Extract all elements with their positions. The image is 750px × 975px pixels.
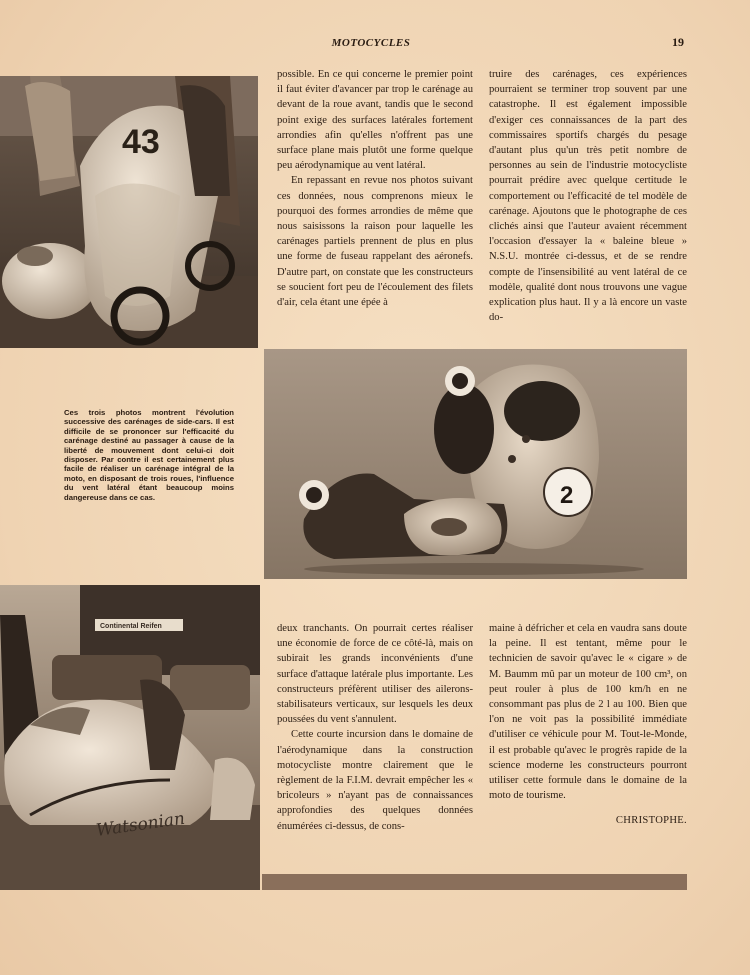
paragraph: Cette courte incursion dans le domaine de l'aérodynamique dans la construction motocycliste montre clairement que le règlement de la F.I.M. devrait empêcher les « bricoleurs » n'ayant pas de connaissances approfondies des quelques données énumérées ci-dessus, de cons-	[277, 729, 473, 832]
article-column-3	[277, 621, 473, 834]
paragraph: deux tranchants. On pourrait certes réaliser une économie de force de ce côté-là, mais on subirait les grands inconvénients d'une surface d'attaque latérale plus importante. Les constructeurs préfèrent utiliser des ailerons-stabilisateurs verticaux, sur lesquels les deux poussées du vent s'annulent.	[277, 623, 473, 726]
paragraph: maine à défricher et cela en vaudra sans doute la peine. Il est tentant, même pour le technicien de savoir qu'avec le « cigare » de M. Baumm mû par un moteur de 100 cm³, on peut rouler à plus de 100 km/h en ne consommant pas plus de 2 l au 100. Bien que l'on ne voit pas la possibilité immédiate d'utiliser ce véhicule pour M. Tout-le-Monde, il est probable qu'avec le progrès rapide de la science moderne les constructeurs pourront utiliser cette formule dans le domaine de la moto de tourisme.	[489, 623, 687, 802]
section-title: MOTOCYCLES	[331, 37, 411, 49]
watsonian-logo: Watsonian	[94, 808, 187, 841]
paragraph: truire des carénages, ces expériences pourraient se terminer trop souvent par une catastrophe. Il est également impossible d'exiger ces connaissances de la part des commissaires sportifs chargés du pesage d'autant plus qu'un très petit nombre de personnes au sein de l'industrie motocycliste pourrait prédire avec quelque certitude le comportement ou l'efficacité de tel modèle de carénage. Ajoutons que le photographe de ces clichés ainsi que l'auteur avaient récemment l'occasion d'essayer la « baleine bleue » N.S.U. montrée ci-dessus, et de se rendre compte de l'insensibilité au vent latéral de ce modèle, qualité dont nous trouvons une vague explication plus haut. Il y a là encore un vaste do-	[489, 69, 687, 324]
race-number-2: 2	[560, 482, 574, 509]
photo-caption: Ces trois photos montrent l'évolution successive des carénages de side-cars. Il est difficile de se prononcer sur l'efficacité du carénage destiné au passager à cause de la liberté de mouvement dont celui-ci doit disposer. Par contre il est certainement plus facile de réaliser un carénage intégral de la moto, en disposant de trois roues, l'influence du vent latéral étant beaucoup moins dangereuse dans ce cas.	[64, 408, 234, 502]
page-number: 19	[672, 35, 684, 49]
article-column-1	[277, 67, 473, 310]
paragraph: possible. En ce qui concerne le premier point il faut éviter d'avancer par trop le carénage au devant de la roue avant, tandis que le second point exige des surfaces latérales fortement arrondies afin qu'elles n'offrent pas une surface plane mais plutôt une forme quelque peu aérodynamique au vent latéral.	[277, 69, 473, 172]
photo-sidecar-2	[264, 349, 687, 579]
banner-text: Continental Reifen	[100, 623, 162, 630]
author-signature: CHRISTOPHE.	[615, 815, 687, 827]
paragraph: En repassant en revue nos photos suivant ces données, nous comprenons mieux le pourquoi des formes arrondies de même que nous saisissons la raison pour laquelle les carénages partiels prennent de plus en plus une forme de fuseau rappelant des aéronefs. D'autre part, on constate que les constructeurs se soucient fort peu de l'écoulement des filets d'air, cela étant une épée à	[277, 175, 473, 309]
race-number-43: 43	[122, 123, 160, 161]
decorative-bar	[262, 874, 687, 890]
article-column-4	[489, 621, 687, 829]
photo-watsonian-sidecar	[0, 585, 260, 890]
photo-sidecar-43	[0, 76, 258, 348]
article-column-2	[489, 67, 687, 325]
